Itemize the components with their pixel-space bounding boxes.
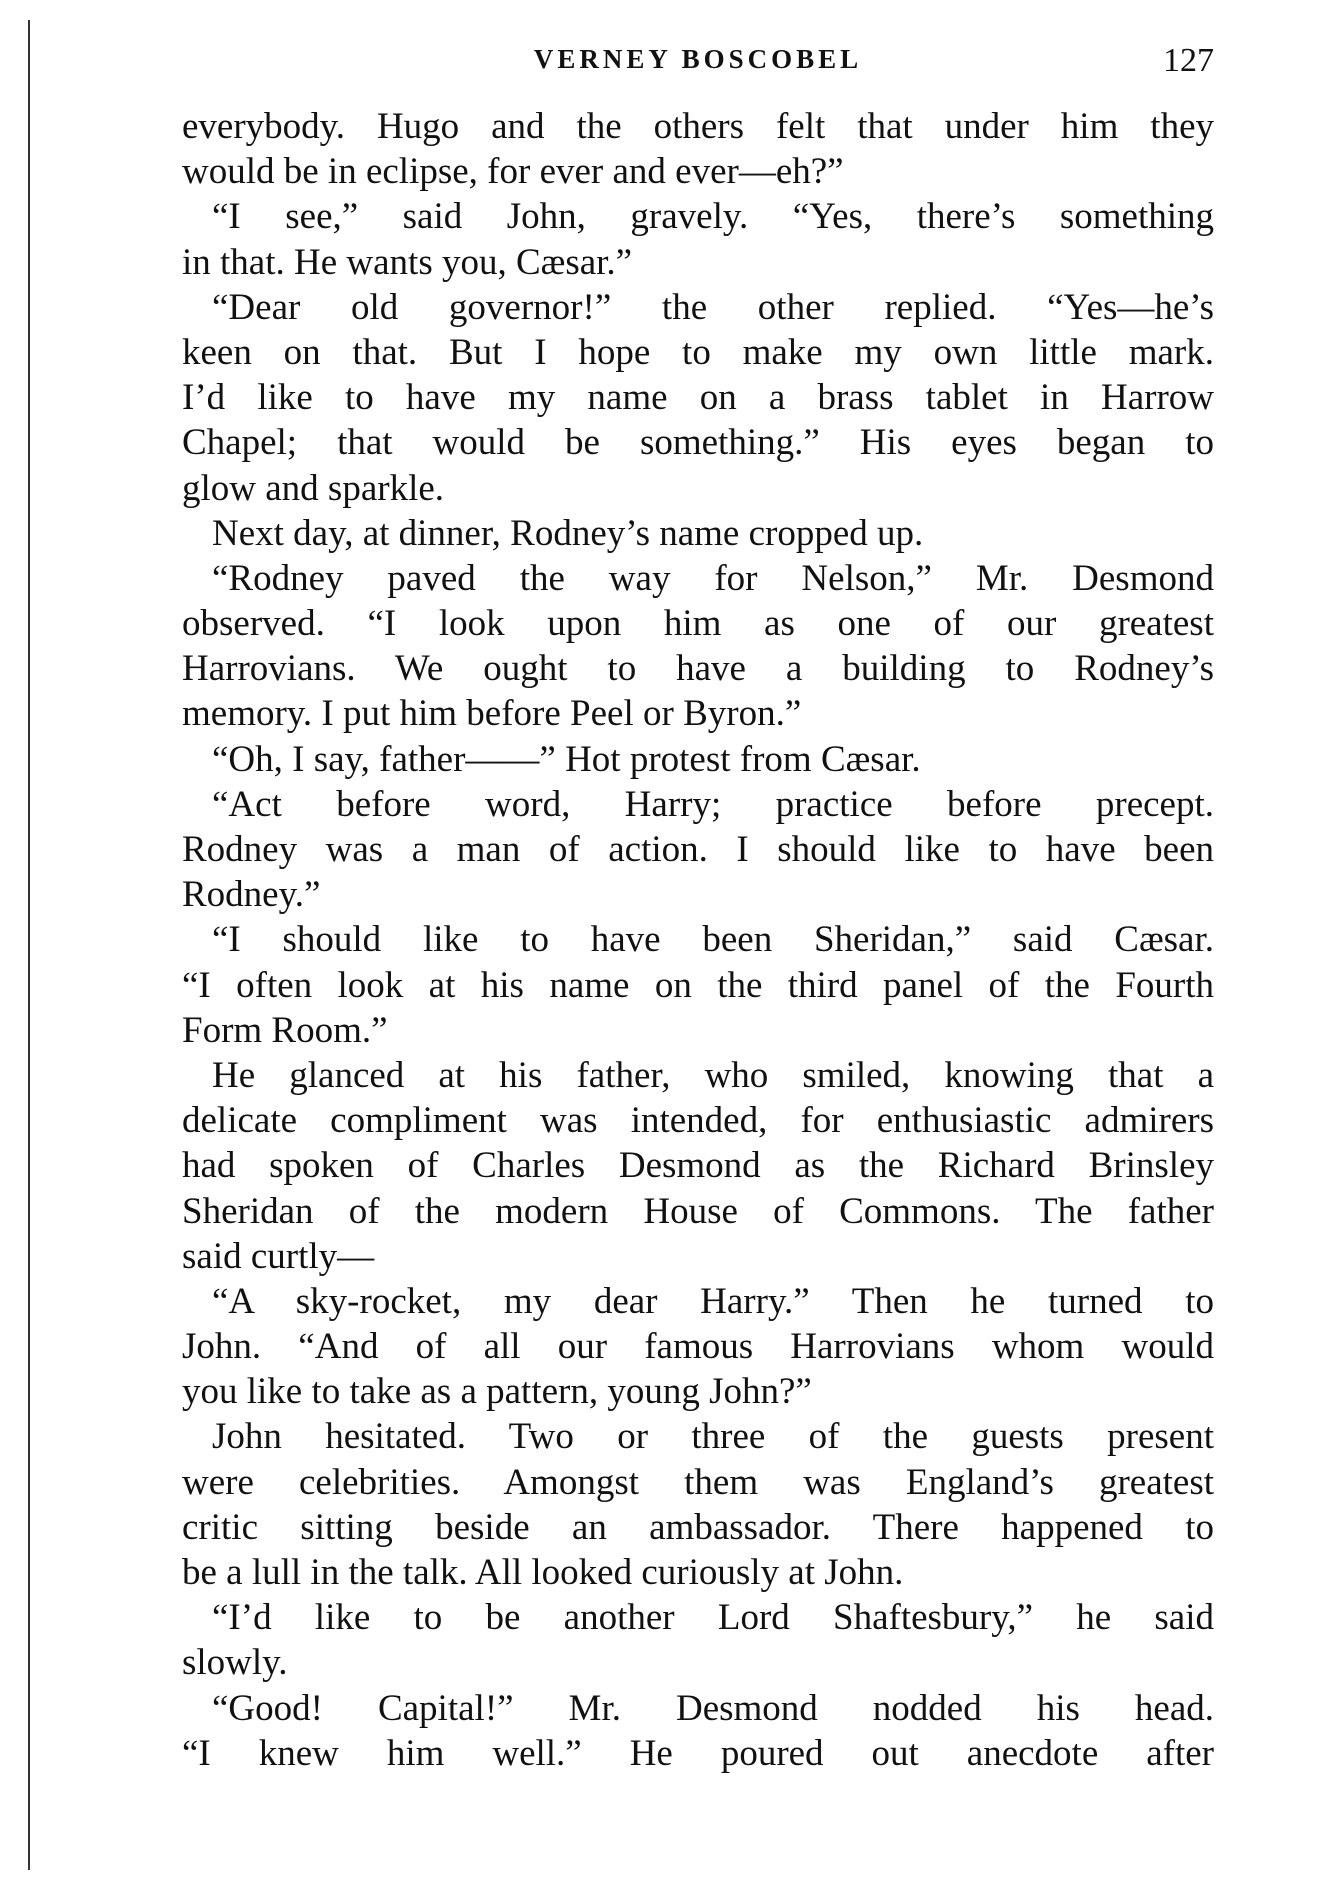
- text-line: Form Room.”: [182, 1009, 388, 1051]
- body-text: [182, 104, 1214, 1776]
- text-line: “Dear old governor!” the other replied. “Yes—he’s: [212, 286, 1214, 328]
- text-line: “Rodney paved the way for Nelson,” Mr. Desmond: [212, 557, 1214, 599]
- binding-edge-line: [28, 20, 30, 1870]
- text-line: delicate compliment was intended, for enthusiastic admirers: [182, 1100, 1214, 1142]
- text-line: everybody. Hugo and the others felt that under him they: [182, 106, 1214, 147]
- text-line: “Act before word, Harry; practice before precept.: [212, 783, 1214, 825]
- text-line: “I often look at his name on the third panel of the Fourth: [182, 964, 1214, 1006]
- text-line: I’d like to have my name on a brass tablet in Harrow: [182, 377, 1214, 419]
- text-line: in that. He wants you, Cæsar.”: [182, 241, 633, 283]
- text-line: “Good! Capital!” Mr. Desmond nodded his head.: [212, 1687, 1214, 1729]
- text-line: “A sky-rocket, my dear Harry.” Then he turned to: [212, 1280, 1214, 1322]
- text-line: you like to take as a pattern, young John?”: [182, 1371, 812, 1413]
- text-line: “I should like to have been Sheridan,” said Cæsar.: [212, 919, 1214, 961]
- running-title: VERNEY BOSCOBEL: [533, 44, 863, 74]
- text-line: slowly.: [182, 1642, 288, 1684]
- text-line: keen on that. But I hope to make my own little mark.: [182, 331, 1214, 373]
- text-line: said curtly—: [182, 1235, 375, 1277]
- text-line: Next day, at dinner, Rodney’s name cropped up.: [212, 512, 924, 554]
- text-line: be a lull in the talk. All looked curiously at John.: [182, 1552, 904, 1593]
- text-line: Sheridan of the modern House of Commons. The father: [182, 1190, 1214, 1232]
- text-line: Chapel; that would be something.” His eyes began to: [182, 422, 1214, 464]
- text-line: memory. I put him before Peel or Byron.”: [182, 693, 802, 735]
- text-line: glow and sparkle.: [182, 467, 445, 509]
- text-line: were celebrities. Amongst them was England’s greatest: [182, 1461, 1214, 1503]
- text-line: Rodney was a man of action. I should like to have been: [182, 829, 1214, 870]
- text-line: had spoken of Charles Desmond as the Richard Brinsley: [182, 1145, 1214, 1187]
- page-header: [182, 44, 1214, 94]
- text-line: He glanced at his father, who smiled, knowing that a: [212, 1054, 1214, 1096]
- text-line: Rodney.”: [182, 874, 321, 916]
- text-line: Harrovians. We ought to have a building to Rodney’s: [182, 648, 1214, 690]
- text-line: observed. “I look upon him as one of our greatest: [182, 603, 1214, 645]
- text-line: critic sitting beside an ambassador. There happened to: [182, 1506, 1214, 1548]
- text-line: “I see,” said John, gravely. “Yes, there’s something: [212, 196, 1214, 238]
- text-line: “I’d like to be another Lord Shaftesbury,” he said: [212, 1597, 1214, 1639]
- text-line: “Oh, I say, father——” Hot protest from Cæsar.: [212, 738, 921, 780]
- text-line: John hesitated. Two or three of the guests present: [212, 1416, 1214, 1458]
- text-line: John. “And of all our famous Harrovians whom would: [182, 1326, 1214, 1368]
- text-line: “I knew him well.” He poured out anecdote after: [182, 1732, 1214, 1774]
- text-line: would be in eclipse, for ever and ever—eh?”: [182, 151, 844, 193]
- page-number: 127: [1163, 42, 1214, 79]
